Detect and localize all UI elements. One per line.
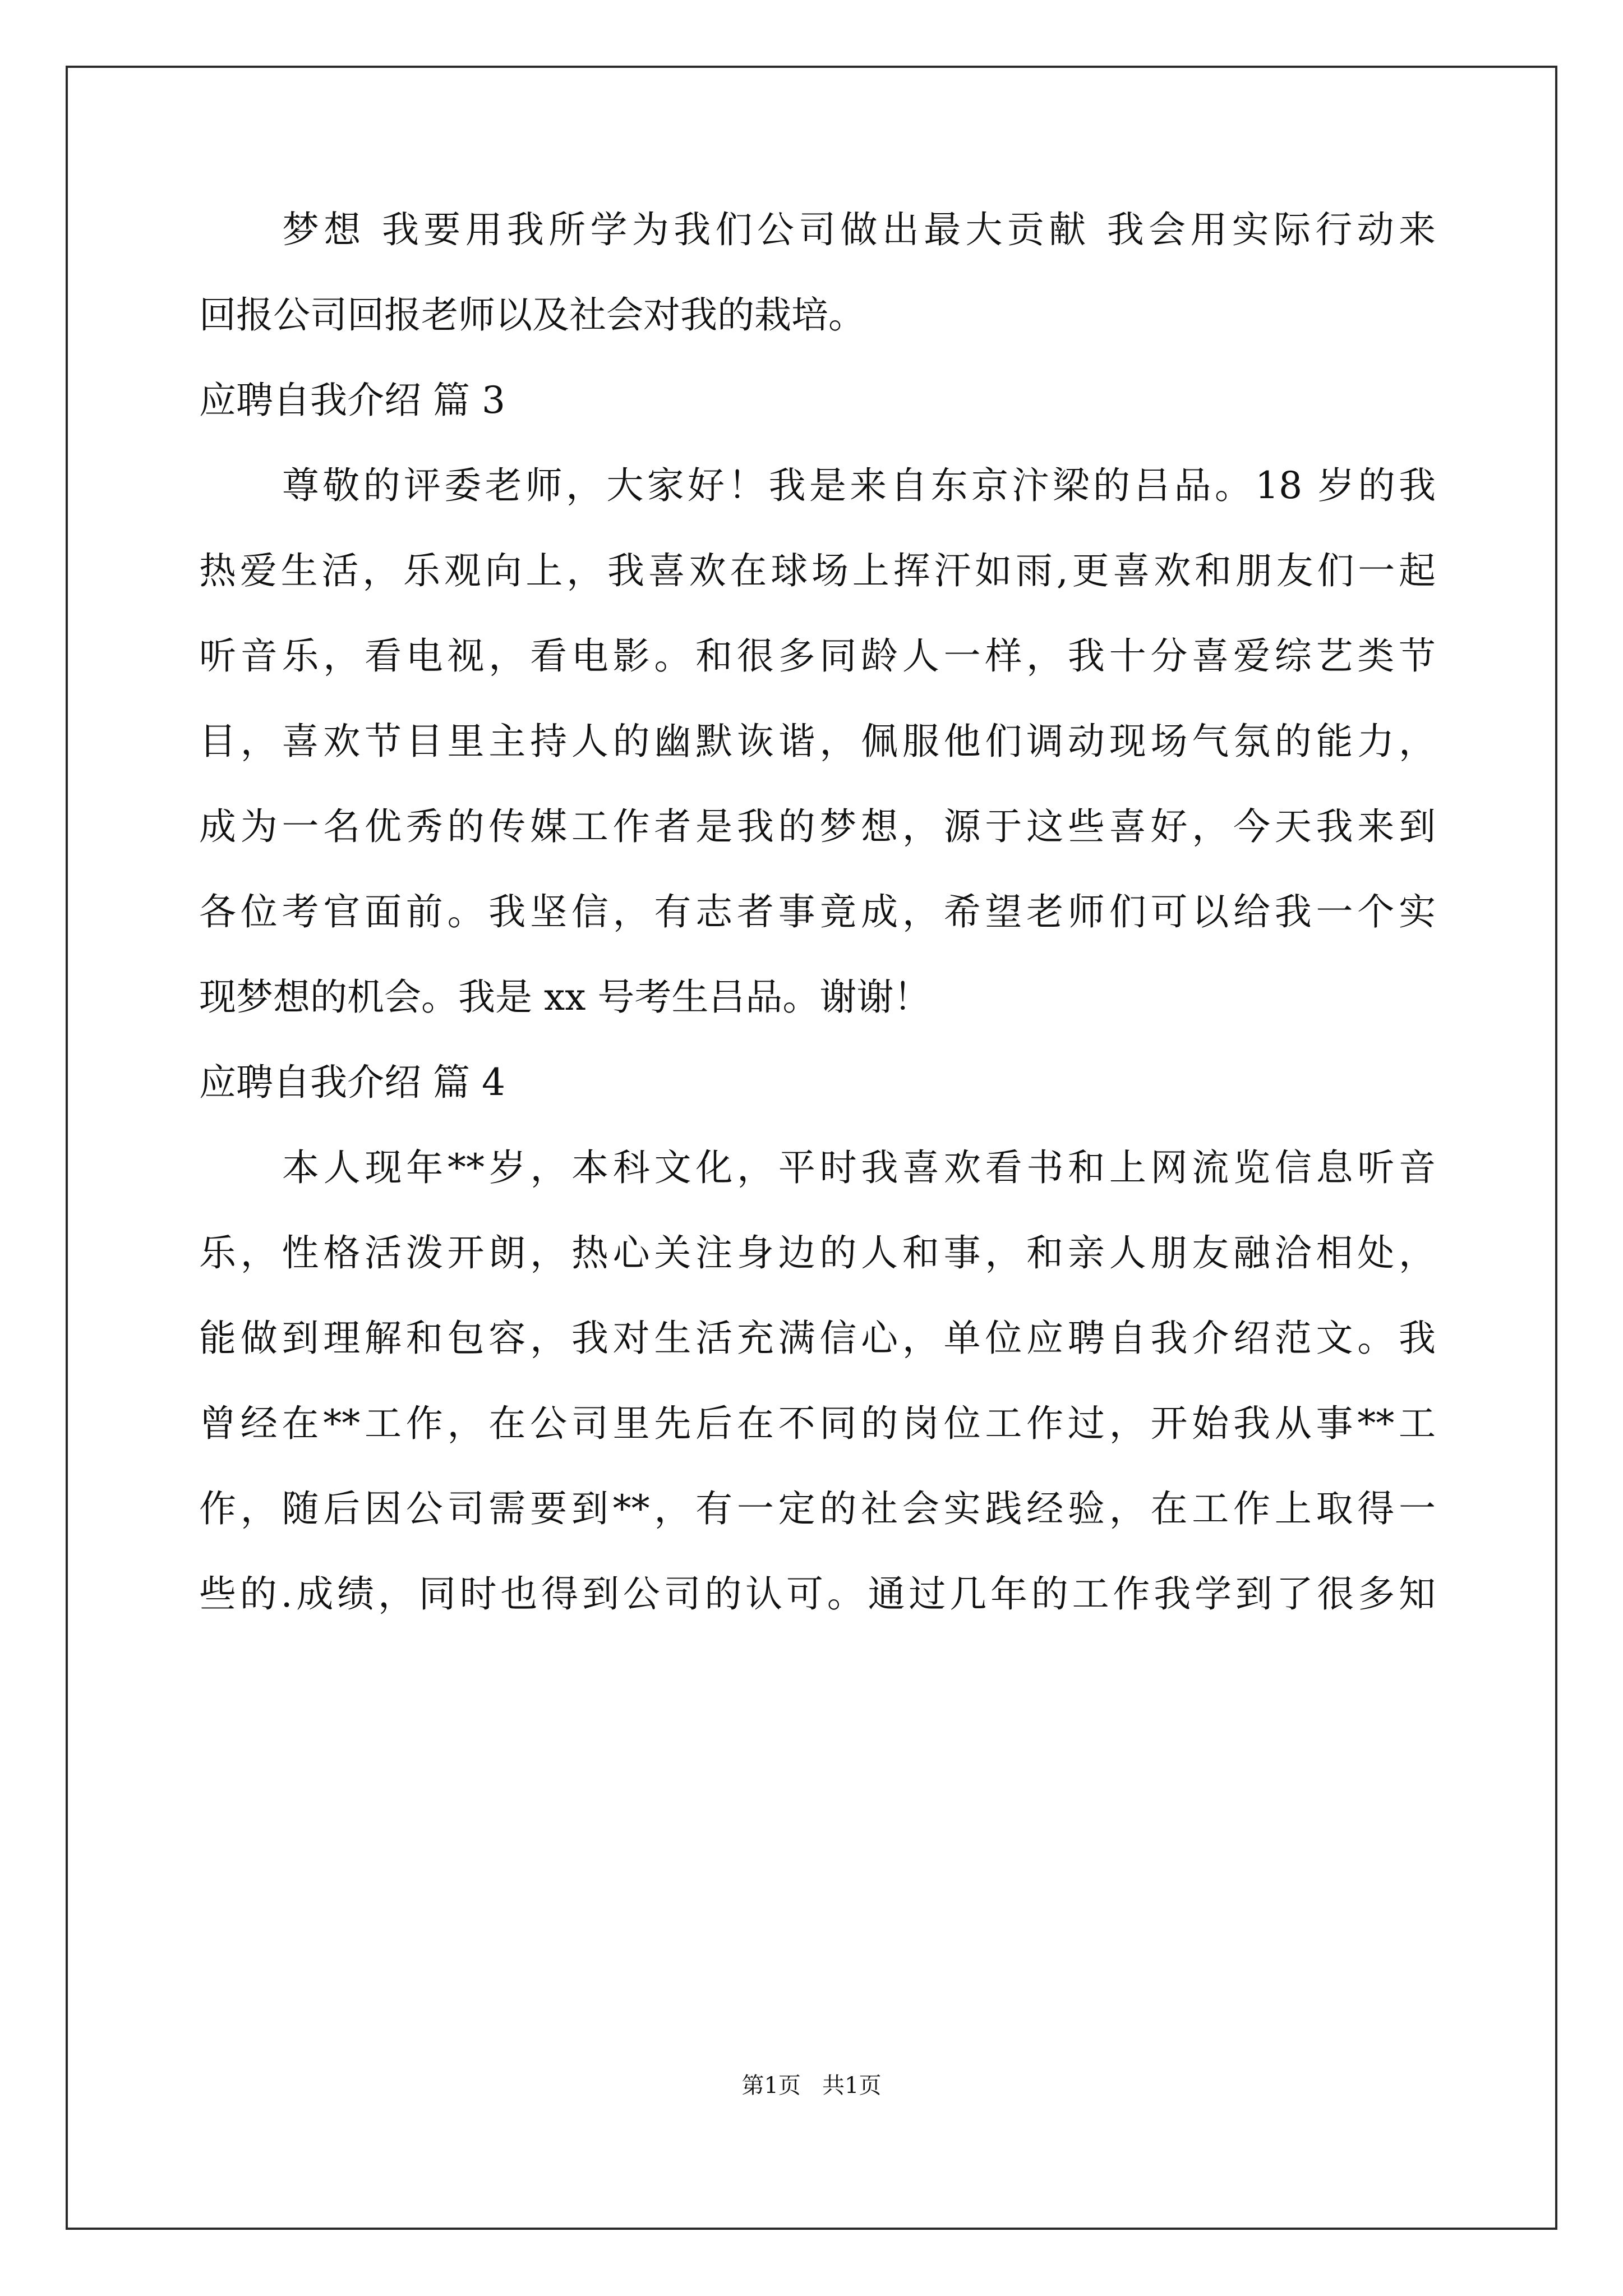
paragraph-line: 回报公司回报老师以及社会对我的栽培。 [199, 293, 865, 337]
paragraph-line: 些的.成绩，同时也得到公司的认可。通过几年的工作我学到了很多知 [199, 1572, 1436, 1616]
paragraph-line: 热爱生活，乐观向上，我喜欢在球场上挥汗如雨,更喜欢和朋友们一起 [199, 549, 1436, 592]
paragraph-line: 成为一名优秀的传媒工作者是我的梦想，源于这些喜好，今天我来到 [199, 805, 1436, 848]
paragraph-line: 梦想 我要用我所学为我们公司做出最大贡献 我会用实际行动来 [282, 208, 1436, 251]
section-heading: 应聘自我介绍 篇 4 [199, 1061, 505, 1104]
paragraph-line: 尊敬的评委老师，大家好！我是来自东京汴梁的吕品。18 岁的我 [282, 464, 1436, 507]
paragraph-line: 听音乐，看电视，看电影。和很多同龄人一样，我十分喜爱综艺类节 [199, 634, 1436, 678]
paragraph-line: 曾经在**工作，在公司里先后在不同的岗位工作过，开始我从事**工 [199, 1402, 1436, 1445]
paragraph-line: 本人现年**岁，本科文化，平时我喜欢看书和上网流览信息听音 [282, 1146, 1436, 1189]
paragraph-line: 现梦想的机会。我是 xx 号考生吕品。谢谢！ [199, 976, 931, 1019]
paragraph-line: 能做到理解和包容，我对生活充满信心，单位应聘自我介绍范文。我 [199, 1317, 1436, 1360]
paragraph-line: 作，随后因公司需要到**，有一定的社会实践经验，在工作上取得一 [199, 1487, 1436, 1530]
page-footer: 第1页 共1页 [741, 2073, 882, 2099]
paragraph-line: 各位考官面前。我坚信，有志者事竟成，希望老师们可以给我一个实 [199, 890, 1436, 933]
paragraph-line: 乐，性格活泼开朗，热心关注身边的人和事，和亲人朋友融洽相处， [199, 1231, 1436, 1274]
section-heading: 应聘自我介绍 篇 3 [199, 379, 505, 422]
paragraph-line: 目，喜欢节目里主持人的幽默诙谐，佩服他们调动现场气氛的能力， [199, 720, 1436, 763]
